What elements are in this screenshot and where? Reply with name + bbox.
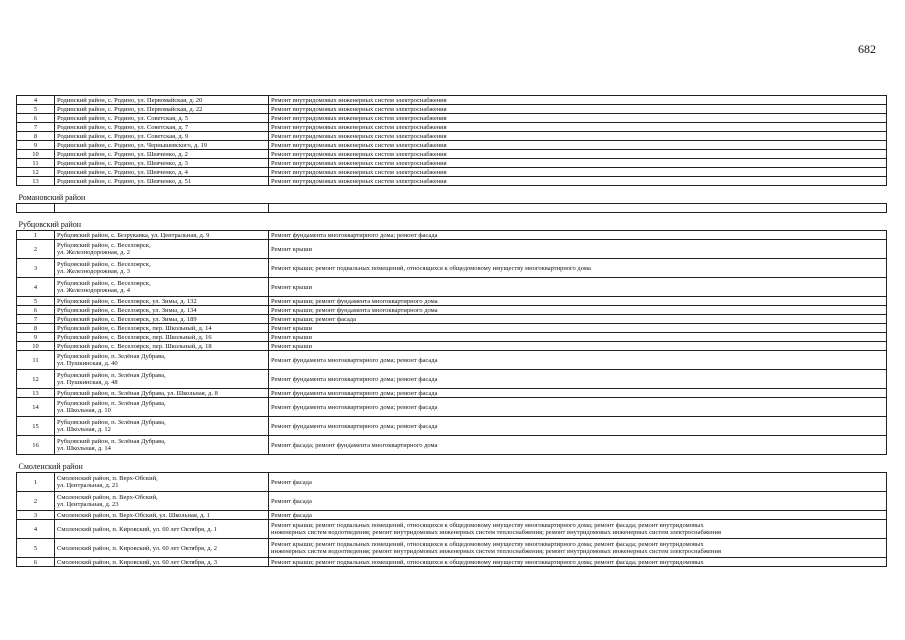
row-address-line-2: ул. Центральная, д. 23 (57, 501, 119, 508)
row-number: 3 (17, 259, 55, 278)
row-address-line-1: Рубцовский район, с. Веселоярск, (57, 261, 151, 268)
row-address-line-1: Рубцовский район, п. Зелёная Дубрава, (57, 438, 166, 445)
row-work: Ремонт крыши (269, 342, 887, 351)
table-body (17, 96, 887, 567)
table-row (17, 168, 887, 177)
row-work: Ремонт фундамента многоквартирного дома; ремонт фасада (269, 351, 887, 370)
row-address-line-1: Рубцовский район, п. Зелёная Дубрава, (57, 400, 166, 407)
row-address-line-1: Рубцовский район, с. Веселоярск, пер. Школьный, д. 16 (57, 333, 212, 341)
row-address-line-1: Смоленский район, п. Верх-Обский, (57, 494, 158, 501)
row-address (55, 306, 269, 315)
row-address-line-1: Рубцовский район, с. Веселоярск, ул. Зимы, д. 132 (57, 297, 197, 305)
row-address: Родинский район, с. Родино, ул. Шевченко, д. 51 (55, 177, 269, 186)
row-address-line-1: Смоленский район, п. Верх-Обский, ул. Школьная, д. 1 (57, 511, 210, 519)
row-address (55, 389, 269, 398)
row-work: Ремонт крыши (269, 240, 887, 259)
row-work: Ремонт внутридомовых инженерных систем электроснабжения (269, 141, 887, 150)
row-address: Родинский район, с. Родино, ул. Советская, д. 9 (55, 132, 269, 141)
table-row (17, 417, 887, 436)
row-number: 9 (17, 333, 55, 342)
section-title-romanovsky: Романовский район (17, 186, 887, 204)
row-address-line-2: ул. Школьная, д. 14 (57, 445, 111, 452)
row-address: Родинский район, с. Родино, ул. Первомайская, д. 20 (55, 96, 269, 105)
row-number: 11 (17, 351, 55, 370)
row-number: 4 (17, 520, 55, 539)
table-row (17, 333, 887, 342)
row-number: 5 (17, 105, 55, 114)
row-number: 4 (17, 278, 55, 297)
row-number: 8 (17, 324, 55, 333)
table-row (17, 389, 887, 398)
row-work-line-1: Ремонт крыши; ремонт подвальных помещений, относящихся к общедомовому имуществу многоквартирного дома; ремонт фасада; ремонт внутридомовых (271, 541, 704, 548)
row-work-line-1: Ремонт фасада (271, 478, 312, 486)
row-work: Ремонт крыши; ремонт фундамента многоквартирного дома (269, 306, 887, 315)
table-row (17, 306, 887, 315)
table-row (17, 177, 887, 186)
empty-cell (55, 204, 269, 213)
row-number: 1 (17, 231, 55, 240)
row-address (55, 315, 269, 324)
row-work: Ремонт фундамента многоквартирного дома; ремонт фасада (269, 370, 887, 389)
row-number: 4 (17, 96, 55, 105)
row-address (55, 324, 269, 333)
row-address (55, 297, 269, 306)
row-work: Ремонт фасада; ремонт фундамента многоквартирного дома (269, 436, 887, 455)
row-address (55, 436, 269, 455)
row-work-line-2: инженерных систем водоотведения; ремонт внутридомовых инженерных систем теплоснабжения; ремонт внутридомовых инженерных систем электроснабжения (271, 548, 721, 555)
table-row (17, 132, 887, 141)
row-address-line-1: Рубцовский район, с. Веселоярск, ул. Зимы, д. 189 (57, 315, 197, 323)
row-work: Ремонт фундамента многоквартирного дома; ремонт фасада (269, 389, 887, 398)
row-work-line-2: инженерных систем водоотведения; ремонт внутридомовых инженерных систем теплоснабжения; ремонт внутридомовых инженерных систем электроснабжения (271, 529, 721, 536)
row-number: 10 (17, 150, 55, 159)
section-header-row (17, 213, 887, 231)
row-work: Ремонт крыши (269, 333, 887, 342)
row-work: Ремонт внутридомовых инженерных систем электроснабжения (269, 132, 887, 141)
row-address (55, 417, 269, 436)
row-address-line-1: Рубцовский район, п. Зелёная Дубрава, (57, 353, 166, 360)
section-title-smolensky: Смоленский район (17, 455, 887, 473)
row-number: 3 (17, 511, 55, 520)
row-address (55, 240, 269, 259)
row-address-line-1: Смоленский район, п. Кировский, ул. 60 лет Октября, д. 3 (57, 558, 218, 566)
row-address (55, 398, 269, 417)
row-work: Ремонт крыши; ремонт фасада (269, 315, 887, 324)
row-address-line-1: Смоленский район, п. Кировский, ул. 60 лет Октября, д. 1 (57, 525, 218, 533)
row-address: Родинский район, с. Родино, ул. Шевченко, д. 4 (55, 168, 269, 177)
row-address: Родинский район, с. Родино, ул. Первомайская, д. 22 (55, 105, 269, 114)
row-address-line-2: ул. Железнодорожная, д. 3 (57, 268, 130, 275)
row-address: Родинский район, с. Родино, ул. Шевченко, д. 3 (55, 159, 269, 168)
row-address-line-1: Рубцовский район, с. Веселоярск, пер. Школьный, д. 14 (57, 324, 212, 332)
row-work: Ремонт внутридомовых инженерных систем электроснабжения (269, 168, 887, 177)
table-row (17, 492, 887, 511)
row-address-line-1: Рубцовский район, п. Зелёная Дубрава, ул. Школьная, д. 8 (57, 389, 218, 397)
repair-program-table-wrap (16, 95, 886, 567)
page-number: 682 (858, 42, 876, 56)
row-address-line-2: ул. Школьная, д. 10 (57, 407, 111, 414)
row-number: 5 (17, 297, 55, 306)
row-work: Ремонт крыши (269, 278, 887, 297)
row-number: 12 (17, 370, 55, 389)
row-address: Родинский район, с. Родино, ул. Советская, д. 7 (55, 123, 269, 132)
row-address-line-1: Рубцовский район, с. Веселоярск, пер. Школьный, д. 18 (57, 342, 212, 350)
repair-program-table (16, 95, 887, 567)
row-address-line-2: ул. Пушкинская, д. 40 (57, 360, 118, 367)
table-row (17, 539, 887, 558)
row-address (55, 333, 269, 342)
row-work: Ремонт крыши; ремонт фундамента многоквартирного дома (269, 297, 887, 306)
empty-cell (269, 204, 887, 213)
row-address-line-1: Рубцовский район, с. Безрукавка, ул. Центральная, д. 9 (57, 231, 210, 239)
row-work: Ремонт крыши (269, 324, 887, 333)
row-address (55, 558, 269, 567)
section-header-row (17, 455, 887, 473)
table-row-empty (17, 204, 887, 213)
row-work: Ремонт внутридомовых инженерных систем электроснабжения (269, 123, 887, 132)
table-row (17, 231, 887, 240)
table-row (17, 370, 887, 389)
row-number: 16 (17, 436, 55, 455)
row-number: 7 (17, 315, 55, 324)
row-work: Ремонт внутридомовых инженерных систем электроснабжения (269, 114, 887, 123)
row-work: Ремонт внутридомовых инженерных систем электроснабжения (269, 96, 887, 105)
row-number: 12 (17, 168, 55, 177)
row-address (55, 278, 269, 297)
table-row (17, 240, 887, 259)
row-work: Ремонт внутридомовых инженерных систем электроснабжения (269, 150, 887, 159)
row-address-line-2: ул. Школьная, д. 12 (57, 426, 111, 433)
table-row (17, 436, 887, 455)
row-address (55, 539, 269, 558)
row-address (55, 473, 269, 492)
row-work: Ремонт фундамента многоквартирного дома; ремонт фасада (269, 398, 887, 417)
table-row (17, 159, 887, 168)
row-address-line-1: Смоленский район, п. Кировский, ул. 60 лет Октября, д. 2 (57, 544, 218, 552)
table-row (17, 114, 887, 123)
row-address-line-1: Рубцовский район, с. Веселоярск, (57, 242, 151, 249)
row-work: Ремонт фундамента многоквартирного дома; ремонт фасада (269, 231, 887, 240)
table-row (17, 473, 887, 492)
row-work: Ремонт внутридомовых инженерных систем электроснабжения (269, 177, 887, 186)
row-work (269, 492, 887, 511)
row-work-line-1: Ремонт фасада (271, 511, 312, 519)
row-address (55, 511, 269, 520)
row-work: Ремонт внутридомовых инженерных систем электроснабжения (269, 105, 887, 114)
section-title-rubtsovsky: Рубцовский район (17, 213, 887, 231)
row-address (55, 231, 269, 240)
table-row (17, 96, 887, 105)
table-row (17, 150, 887, 159)
row-number: 6 (17, 558, 55, 567)
row-work (269, 539, 887, 558)
row-number: 11 (17, 159, 55, 168)
table-row (17, 315, 887, 324)
row-work-line-1: Ремонт фасада (271, 497, 312, 505)
table-row (17, 398, 887, 417)
row-number: 6 (17, 114, 55, 123)
row-address: Родинский район, с. Родино, ул. Советская, д. 5 (55, 114, 269, 123)
empty-cell (17, 204, 55, 213)
table-row (17, 259, 887, 278)
table-row (17, 558, 887, 567)
row-address-line-2: ул. Железнодорожная, д. 2 (57, 249, 130, 256)
row-number: 9 (17, 141, 55, 150)
row-number: 8 (17, 132, 55, 141)
row-number: 5 (17, 539, 55, 558)
row-number: 15 (17, 417, 55, 436)
row-address (55, 342, 269, 351)
row-work (269, 558, 887, 567)
table-row (17, 342, 887, 351)
row-address (55, 520, 269, 539)
row-number: 6 (17, 306, 55, 315)
table-row (17, 520, 887, 539)
table-row (17, 141, 887, 150)
row-address-line-1: Рубцовский район, п. Зелёная Дубрава, (57, 372, 166, 379)
table-row (17, 324, 887, 333)
row-number: 14 (17, 398, 55, 417)
table-row (17, 123, 887, 132)
row-address-line-1: Рубцовский район, с. Веселоярск, (57, 280, 151, 287)
row-number: 13 (17, 389, 55, 398)
row-address (55, 259, 269, 278)
row-work: Ремонт внутридомовых инженерных систем электроснабжения (269, 159, 887, 168)
row-address (55, 492, 269, 511)
row-address: Родинский район, с. Родино, ул. Шевченко, д. 2 (55, 150, 269, 159)
row-number: 13 (17, 177, 55, 186)
section-header-row (17, 186, 887, 204)
row-address-line-1: Рубцовский район, п. Зелёная Дубрава, (57, 419, 166, 426)
row-number: 2 (17, 240, 55, 259)
table-row (17, 351, 887, 370)
row-number: 7 (17, 123, 55, 132)
row-address-line-1: Рубцовский район, с. Веселоярск, ул. Зимы, д. 134 (57, 306, 197, 314)
row-address-line-2: ул. Железнодорожная, д. 4 (57, 287, 130, 294)
row-number: 2 (17, 492, 55, 511)
row-work: Ремонт фундамента многоквартирного дома; ремонт фасада (269, 417, 887, 436)
row-address-line-2: ул. Пушкинская, д. 48 (57, 379, 118, 386)
row-address: Родинский район, с. Родино, ул. Чернышевского, д. 19 (55, 141, 269, 150)
row-work: Ремонт крыши; ремонт подвальных помещений, относящихся к общедомовому имуществу многоквартирного дома (269, 259, 887, 278)
row-address-line-1: Смоленский район, п. Верх-Обский, (57, 475, 158, 482)
table-row (17, 278, 887, 297)
table-row (17, 511, 887, 520)
row-address (55, 351, 269, 370)
row-number: 10 (17, 342, 55, 351)
row-work (269, 473, 887, 492)
row-work-line-1: Ремонт крыши; ремонт подвальных помещений, относящихся к общедомовому имуществу многоквартирного дома; ремонт фасада; ремонт внутридомовых (271, 522, 704, 529)
row-address-line-2: ул. Центральная, д. 21 (57, 482, 119, 489)
table-row (17, 297, 887, 306)
row-work-line-1: Ремонт крыши; ремонт подвальных помещений, относящихся к общедомовому имуществу многоквартирного дома; ремонт фасада; ремонт внутридомовых (271, 558, 704, 566)
row-address (55, 370, 269, 389)
row-work (269, 520, 887, 539)
row-work (269, 511, 887, 520)
table-row (17, 105, 887, 114)
row-number: 1 (17, 473, 55, 492)
